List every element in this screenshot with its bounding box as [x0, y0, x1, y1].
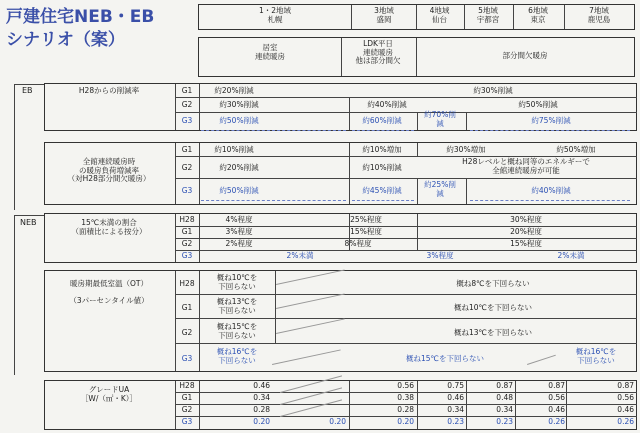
- eb1-g3-c1: 約50%削減: [219, 116, 259, 125]
- neb1-g2-c2: 8%程度: [344, 239, 372, 248]
- ua-value: 0.46: [253, 381, 270, 390]
- eb2-g3-c1: 約50%削減: [219, 186, 259, 195]
- ua-value: 0.26: [548, 417, 565, 426]
- eb1-g3-c4: 約75%削減: [531, 116, 571, 125]
- neb1-g1-c3: 20%程度: [510, 227, 542, 236]
- neb2-g1-c2: 概ね10℃を下回らない: [454, 303, 532, 312]
- neb1-g1: G1: [181, 227, 193, 236]
- ua-value: 0.20: [397, 417, 414, 426]
- eb1-g3: G3: [181, 116, 193, 125]
- eb1-label: H28からの削減率: [78, 86, 140, 95]
- page-title: 戸建住宅NEB・EB シナリオ（案）: [6, 7, 155, 50]
- eb1-g1-c1: 約20%削減: [214, 86, 254, 95]
- eb1-g1: G1: [181, 86, 193, 95]
- eb1-g1-c2: 約30%削減: [473, 86, 513, 95]
- neb2-g1: G1: [181, 303, 193, 312]
- neb1-label: 15℃未満の割合 （面積比による按分）: [71, 218, 147, 236]
- eb2-g3-c3: 約25%削 減: [424, 180, 456, 198]
- neb1-h28-c2: 25%程度: [350, 215, 382, 224]
- neb1-h28-c3: 30%程度: [510, 215, 542, 224]
- region-5: 5地域 宇都宮: [476, 6, 500, 24]
- neb2-g3-c3: 概ね16℃を 下回らない: [575, 347, 617, 365]
- neb1-g3-c3: 2%未満: [557, 251, 585, 260]
- neb2-g2-c1: 概ね15℃を 下回らない: [216, 322, 258, 340]
- ua-value: 0.87: [548, 381, 565, 390]
- neb1-h28: H28: [179, 215, 195, 224]
- eb2-g2: G2: [181, 163, 193, 172]
- heating-partial: 部分間欠暖房: [502, 51, 548, 60]
- ua-value: 0.38: [397, 393, 414, 402]
- neb1-h28-c1: 4%程度: [225, 215, 253, 224]
- neb1-g3-c2: 3%程度: [426, 251, 454, 260]
- ua-value: 0.26: [617, 417, 634, 426]
- neb2-h28-c1: 概ね10℃を 下回らない: [216, 273, 258, 291]
- neb1-g1-c1: 3%程度: [225, 227, 253, 236]
- region-4: 4地域 仙台: [429, 6, 450, 24]
- ua-value: 0.28: [253, 405, 270, 414]
- eb2-g1-c4: 約50%増加: [556, 145, 596, 154]
- neb2-g3: G3: [181, 354, 193, 363]
- neb-label: NEB: [20, 218, 37, 227]
- ua-value: 0.46: [548, 405, 565, 414]
- ua-value: 0.56: [397, 381, 414, 390]
- eb2-g2-c2: 約10%削減: [362, 163, 402, 172]
- eb2-g1-c3: 約30%増加: [446, 145, 486, 154]
- ua-value: 0.34: [496, 405, 513, 414]
- eb2-label: 全館連続暖房時 の暖房負荷増減率 （対H28部分間欠暖房）: [67, 157, 151, 184]
- neb2-g3-c1: 概ね16℃を 下回らない: [216, 347, 258, 365]
- eb2-g1-c2: 約10%増加: [362, 145, 402, 154]
- neb2-label: 暖房期最低室温（OT） （3パーセンタイル値）: [69, 279, 149, 306]
- eb2-g2-c1: 約20%削減: [219, 163, 259, 172]
- ua-value: 0.34: [253, 393, 270, 402]
- ua-value: 0.56: [617, 393, 634, 402]
- ua-value: 0.87: [496, 381, 513, 390]
- heating-room: 居室 連続暖房: [255, 43, 285, 61]
- ua-value: 0.56: [548, 393, 565, 402]
- ua-grade-label: G2: [181, 405, 193, 414]
- region-1-2: 1・2地域 札幌: [258, 6, 292, 24]
- region-3: 3地域 盛岡: [374, 6, 394, 24]
- neb2-g2: G2: [181, 328, 193, 337]
- neb2-g1-c1: 概ね13℃を 下回らない: [216, 297, 258, 315]
- ua-grade-label: G3: [181, 417, 193, 426]
- ua-value: 0.20: [329, 417, 346, 426]
- eb1-g2-c3: 約50%削減: [518, 100, 558, 109]
- neb1-g2: G2: [181, 239, 193, 248]
- eb1-g3-c3: 約70%削 減: [424, 110, 456, 128]
- neb2-h28-c2: 概ね8℃を下回らない: [456, 279, 530, 288]
- eb2-g3-c2: 約45%削減: [362, 186, 402, 195]
- eb2-g2-c3: H28レベルと概ね同等のエネルギーで 全館連続暖房が可能: [462, 157, 590, 175]
- ua-value: 0.28: [397, 405, 414, 414]
- heating-ldk: LDK平日 連続暖房 他は部分間欠: [355, 39, 401, 66]
- eb2-g3: G3: [181, 186, 193, 195]
- ua-value: 0.34: [447, 405, 464, 414]
- eb1-g2-c2: 約40%削減: [367, 100, 407, 109]
- neb1-g3: G3: [181, 251, 193, 260]
- neb2-g2-c2: 概ね13℃を下回らない: [454, 328, 532, 337]
- eb1-g2-c1: 約30%削減: [219, 100, 259, 109]
- eb2-g3-c4: 約40%削減: [531, 186, 571, 195]
- ua-value: 0.48: [496, 393, 513, 402]
- neb1-g3-c1: 2%未満: [286, 251, 314, 260]
- eb2-g1: G1: [181, 145, 193, 154]
- eb1-g2: G2: [181, 100, 193, 109]
- ua-grade-label: G1: [181, 393, 193, 402]
- ua-value: 0.20: [253, 417, 270, 426]
- ua-label: グレードUA ［W/（㎡・K）］: [80, 385, 138, 403]
- region-7: 7地域 鹿児島: [587, 6, 611, 24]
- eb-label: EB: [22, 86, 33, 95]
- ua-value: 0.23: [447, 417, 464, 426]
- neb1-g2-c3: 15%程度: [510, 239, 542, 248]
- neb1-g2-c1: 2%程度: [225, 239, 253, 248]
- ua-value: 0.46: [447, 393, 464, 402]
- ua-value: 0.75: [447, 381, 464, 390]
- ua-value: 0.23: [496, 417, 513, 426]
- ua-value: 0.46: [617, 405, 634, 414]
- eb2-g1-c1: 約10%削減: [214, 145, 254, 154]
- region-6: 6地域 東京: [528, 6, 548, 24]
- neb2-g3-c2: 概ね15℃を下回らない: [406, 354, 484, 363]
- neb2-h28: H28: [179, 279, 195, 288]
- ua-grade-label: H28: [179, 381, 195, 390]
- neb1-g1-c2: 15%程度: [350, 227, 382, 236]
- eb1-g3-c2: 約60%削減: [362, 116, 402, 125]
- ua-value: 0.87: [617, 381, 634, 390]
